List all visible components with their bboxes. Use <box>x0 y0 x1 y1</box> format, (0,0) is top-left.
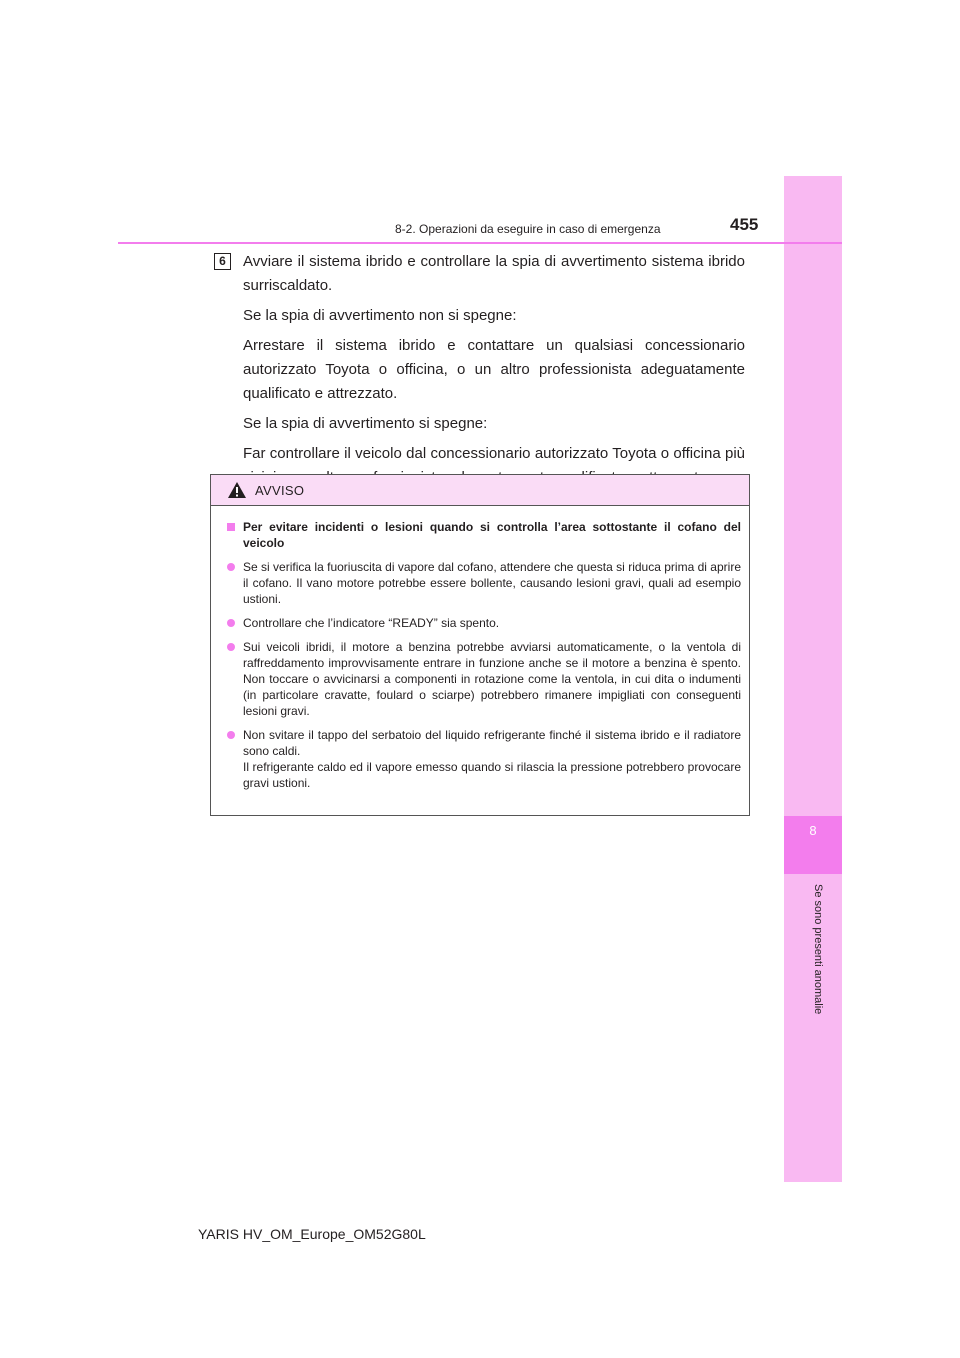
warning-item <box>227 615 741 631</box>
bullet-icon <box>227 619 235 627</box>
step-paragraph: Avviare il sistema ibrido e controllare la spia di avvertimento sistema ibrido surriscaldato. <box>243 253 745 294</box>
header-divider <box>118 242 842 244</box>
warning-header <box>211 475 749 506</box>
warning-heading <box>227 519 741 551</box>
warning-heading-text: Per evitare incidenti o lesioni quando si controlla l’area sottostante il cofano del veicolo <box>243 520 741 550</box>
square-bullet-icon <box>227 523 235 531</box>
step-number-badge: 6 <box>214 253 231 270</box>
bullet-icon <box>227 563 235 571</box>
warning-item-line: Il refrigerante caldo ed il vapore emesso quando si rilascia la pressione potrebbero provocare gravi ustioni. <box>243 760 741 790</box>
warning-box <box>210 474 750 816</box>
warning-item-text: Sui veicoli ibridi, il motore a benzina potrebbe avviarsi automaticamente, o la ventola di raffreddamento improvvisamente entrare in funzione anche se il motore a benzina è spento. Non toccare o avvicinarsi a componenti in rotazione come la ventola, in cui dita o indumenti (in particolare cravatte, foulard o sciarpe) potrebbero rimanere impigliati con conseguenti lesioni gravi. <box>243 640 741 718</box>
warning-item <box>227 639 741 719</box>
page-number: 455 <box>730 215 759 234</box>
warning-item-line: Non svitare il tappo del serbatoio del liquido refrigerante finché il sistema ibrido e il radiatore sono caldi. <box>243 728 741 758</box>
chapter-number: 8 <box>809 823 817 838</box>
warning-item <box>227 727 741 791</box>
warning-item-text: Se si verifica la fuoriuscita di vapore dal cofano, attendere che questa si riduca prima di aprire il cofano. Il vano motore potrebbe essere bollente, causando lesioni gravi, quali ad esempio ustioni. <box>243 560 741 606</box>
bullet-icon <box>227 731 235 739</box>
warning-triangle-icon <box>227 481 247 499</box>
warning-item-text <box>243 727 741 791</box>
step-paragraph: Se la spia di avvertimento si spegne: <box>243 415 488 432</box>
warning-item-text: Controllare che l’indicatore “READY” sia spento. <box>243 616 500 630</box>
section-header: 8-2. Operazioni da eseguire in caso di emergenza <box>395 222 661 236</box>
step-content <box>243 250 745 496</box>
document-id: YARIS HV_OM_Europe_OM52G80L <box>198 1226 426 1242</box>
step-paragraph: Se la spia di avvertimento non si spegne: <box>243 307 517 324</box>
bullet-icon <box>227 643 235 651</box>
warning-body <box>211 506 749 791</box>
warning-item <box>227 559 741 607</box>
chapter-side-tab <box>784 176 842 1182</box>
warning-title: AVVISO <box>255 482 305 498</box>
step-paragraph: Arrestare il sistema ibrido e contattare un qualsiasi concessionario autorizzato Toyota o officina, o un altro professionista adeguatamente qualificato e attrezzato. <box>243 337 745 402</box>
step-paragraph: Far controllare il veicolo dal concessionario autorizzato Toyota o officina più <box>243 445 745 462</box>
chapter-title: Se sono presenti anomalie <box>812 884 824 1015</box>
